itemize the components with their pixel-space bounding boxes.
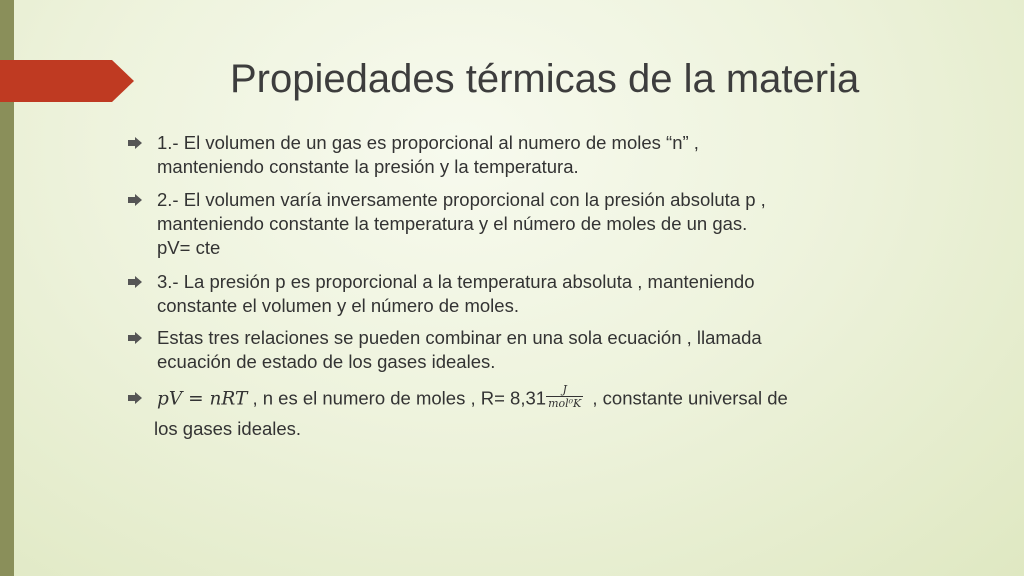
bullet-line: Estas tres relaciones se pueden combinar en una sola ecuación , llamada xyxy=(157,327,762,348)
arrow-right-icon xyxy=(128,194,142,206)
arrow-right-icon xyxy=(128,276,142,288)
bullet-line: manteniendo constante la presión y la temperatura. xyxy=(157,156,579,177)
equation-text: , n es el numero de moles , R= 8,31 xyxy=(247,387,547,409)
fraction-numerator: J xyxy=(546,383,583,397)
ideal-gas-equation: pV = nRT xyxy=(157,388,248,410)
bullet-line: 3.- La presión p es proporcional a la temperatura absoluta , manteniendo xyxy=(157,271,755,292)
fraction-denominator: mol⁰K xyxy=(548,397,582,410)
bullet-line: los gases ideales. xyxy=(154,418,302,439)
equation-text-end: , constante universal de xyxy=(587,387,788,409)
title-arrow-decoration xyxy=(0,60,134,102)
equation-line xyxy=(157,383,877,413)
bullet-line: ecuación de estado de los gases ideales. xyxy=(157,351,496,372)
bullet-line: manteniendo constante la temperatura y el número de moles de un gas. xyxy=(157,213,748,234)
bullet-line: 1.- El volumen de un gas es proporcional al numero de moles “n” , xyxy=(157,132,699,153)
arrow-right-icon xyxy=(128,392,142,404)
bullet-line: pV= cte xyxy=(157,237,221,258)
slide-title: Propiedades térmicas de la materia xyxy=(230,57,860,101)
arrow-right-icon xyxy=(128,332,142,344)
units-fraction xyxy=(546,383,583,410)
arrow-right-icon xyxy=(128,137,142,149)
bullet-line: constante el volumen y el número de moles. xyxy=(157,295,519,316)
bullet-line: 2.- El volumen varía inversamente proporcional con la presión absoluta p , xyxy=(157,189,766,210)
